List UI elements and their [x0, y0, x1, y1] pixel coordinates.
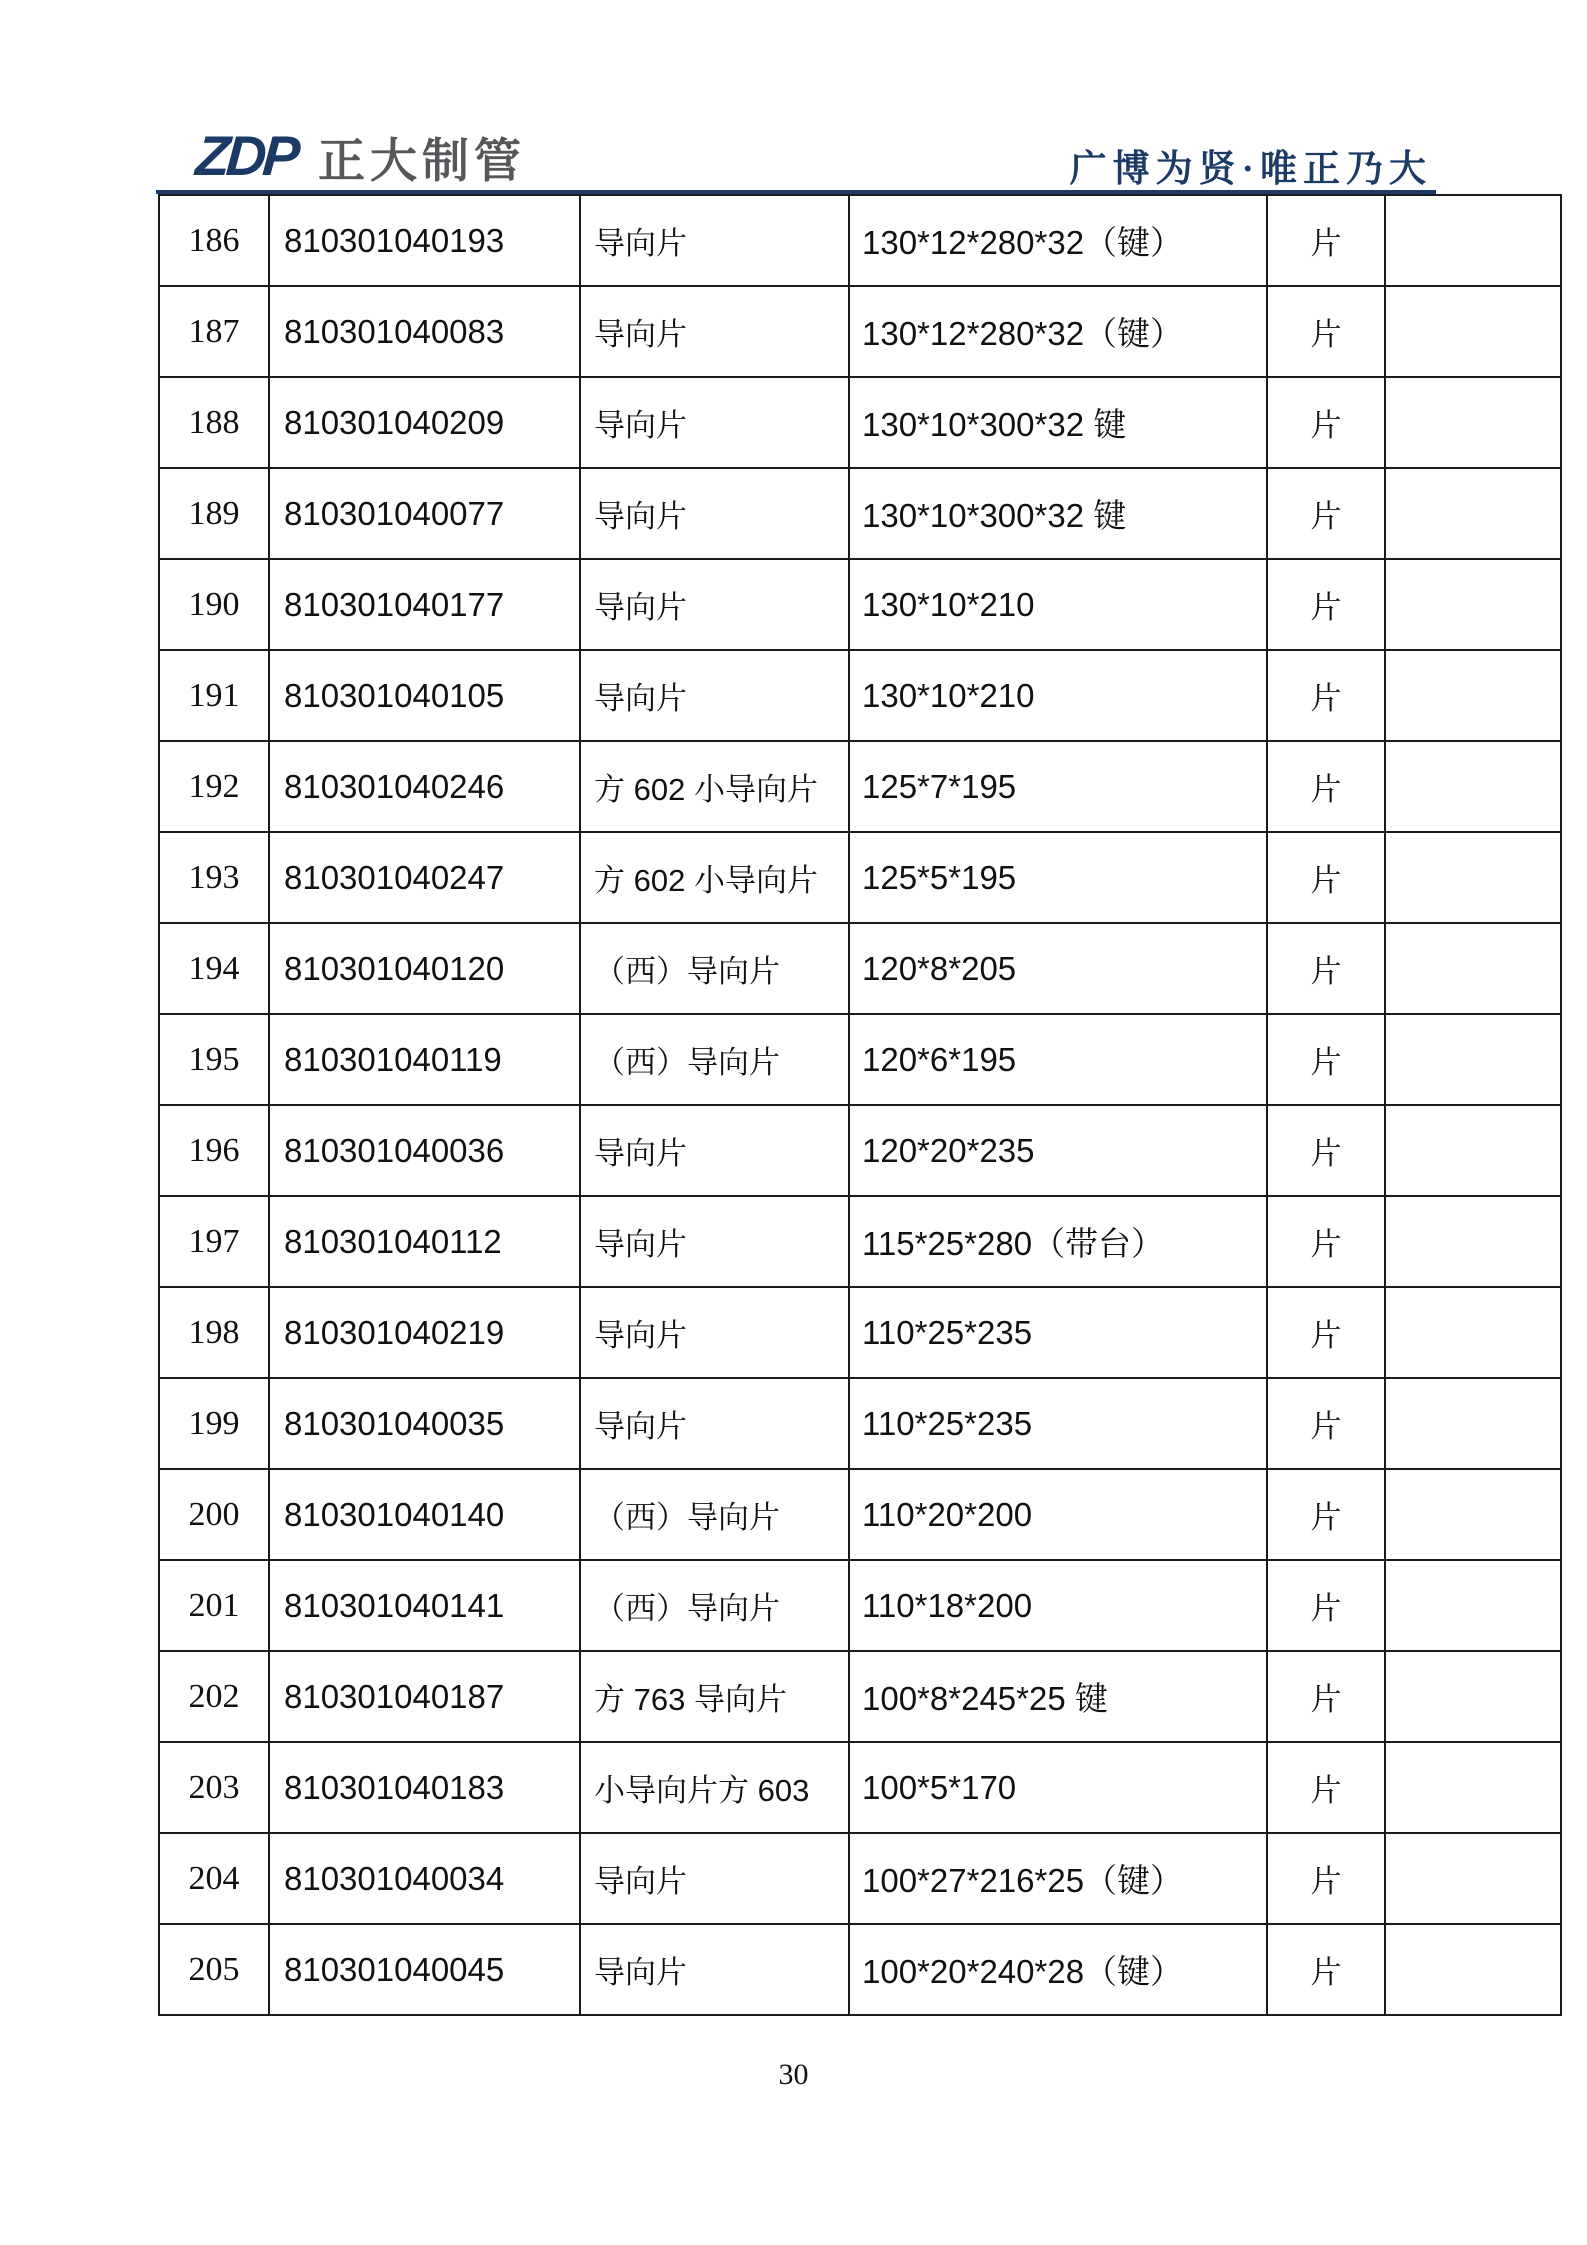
material-name-cell: 导向片	[580, 559, 849, 650]
row-number-cell: 201	[159, 1560, 269, 1651]
empty-cell	[1385, 741, 1561, 832]
unit-cell: 片	[1267, 923, 1385, 1014]
material-code-cell: 810301040034	[269, 1833, 580, 1924]
spec-cell: 125*7*195	[849, 741, 1267, 832]
spec-cell: 120*20*235	[849, 1105, 1267, 1196]
unit-cell: 片	[1267, 1651, 1385, 1742]
empty-cell	[1385, 923, 1561, 1014]
material-name-cell: 导向片	[580, 650, 849, 741]
company-logo	[193, 124, 526, 187]
empty-cell	[1385, 377, 1561, 468]
table-row	[159, 1105, 1561, 1196]
spec-cell: 120*8*205	[849, 923, 1267, 1014]
material-code-cell: 810301040036	[269, 1105, 580, 1196]
spec-cell: 100*27*216*25（键）	[849, 1833, 1267, 1924]
spec-cell: 130*10*210	[849, 650, 1267, 741]
material-code-cell: 810301040077	[269, 468, 580, 559]
material-code-cell: 810301040246	[269, 741, 580, 832]
table-row	[159, 923, 1561, 1014]
spec-cell: 100*5*170	[849, 1742, 1267, 1833]
spec-cell: 120*6*195	[849, 1014, 1267, 1105]
unit-cell: 片	[1267, 559, 1385, 650]
empty-cell	[1385, 832, 1561, 923]
unit-cell: 片	[1267, 1560, 1385, 1651]
material-code-cell: 810301040141	[269, 1560, 580, 1651]
material-name-cell: 导向片	[580, 1378, 849, 1469]
page-number: 30	[778, 2058, 809, 2091]
material-code-cell: 810301040120	[269, 923, 580, 1014]
table-row	[159, 1378, 1561, 1469]
unit-cell: 片	[1267, 1742, 1385, 1833]
table-row	[159, 1833, 1561, 1924]
material-code-cell: 810301040219	[269, 1287, 580, 1378]
table-row	[159, 650, 1561, 741]
material-code-cell: 810301040183	[269, 1742, 580, 1833]
table-row	[159, 1014, 1561, 1105]
unit-cell: 片	[1267, 377, 1385, 468]
material-code-cell: 810301040247	[269, 832, 580, 923]
unit-cell: 片	[1267, 1196, 1385, 1287]
row-number-cell: 202	[159, 1651, 269, 1742]
spec-cell: 100*8*245*25 键	[849, 1651, 1267, 1742]
spec-cell: 115*25*280（带台）	[849, 1196, 1267, 1287]
row-number-cell: 187	[159, 286, 269, 377]
material-name-cell: 导向片	[580, 1287, 849, 1378]
row-number-cell: 199	[159, 1378, 269, 1469]
material-code-cell: 810301040140	[269, 1469, 580, 1560]
table-row	[159, 741, 1561, 832]
table-row	[159, 1651, 1561, 1742]
row-number-cell: 203	[159, 1742, 269, 1833]
row-number-cell: 197	[159, 1196, 269, 1287]
spec-cell: 110*25*235	[849, 1378, 1267, 1469]
unit-cell: 片	[1267, 1014, 1385, 1105]
empty-cell	[1385, 1196, 1561, 1287]
spec-cell: 130*12*280*32（键）	[849, 195, 1267, 286]
spec-cell: 130*10*300*32 键	[849, 377, 1267, 468]
material-name-cell: 导向片	[580, 1105, 849, 1196]
spec-cell: 130*10*210	[849, 559, 1267, 650]
material-code-cell: 810301040035	[269, 1378, 580, 1469]
parts-table	[158, 194, 1562, 2016]
row-number-cell: 186	[159, 195, 269, 286]
row-number-cell: 196	[159, 1105, 269, 1196]
material-name-cell: （西）导向片	[580, 1469, 849, 1560]
row-number-cell: 188	[159, 377, 269, 468]
material-code-cell: 810301040193	[269, 195, 580, 286]
unit-cell: 片	[1267, 1287, 1385, 1378]
row-number-cell: 204	[159, 1833, 269, 1924]
row-number-cell: 190	[159, 559, 269, 650]
table-row	[159, 1287, 1561, 1378]
material-name-cell: 导向片	[580, 1924, 849, 2015]
empty-cell	[1385, 1742, 1561, 1833]
spec-cell: 110*25*235	[849, 1287, 1267, 1378]
material-name-cell: （西）导向片	[580, 1014, 849, 1105]
table-row	[159, 1196, 1561, 1287]
logo-company-name: 正大制管	[318, 134, 526, 187]
empty-cell	[1385, 1378, 1561, 1469]
row-number-cell: 195	[159, 1014, 269, 1105]
material-code-cell: 810301040083	[269, 286, 580, 377]
unit-cell: 片	[1267, 1105, 1385, 1196]
material-code-cell: 810301040112	[269, 1196, 580, 1287]
material-name-cell: （西）导向片	[580, 1560, 849, 1651]
material-name-cell: 方 763 导向片	[580, 1651, 849, 1742]
empty-cell	[1385, 286, 1561, 377]
row-number-cell: 200	[159, 1469, 269, 1560]
material-code-cell: 810301040105	[269, 650, 580, 741]
empty-cell	[1385, 559, 1561, 650]
unit-cell: 片	[1267, 650, 1385, 741]
logo-zdp-text: ZDP	[193, 124, 299, 187]
material-name-cell: 方 602 小导向片	[580, 741, 849, 832]
table-row	[159, 1560, 1561, 1651]
table-row	[159, 1924, 1561, 2015]
material-name-cell: 导向片	[580, 286, 849, 377]
empty-cell	[1385, 1833, 1561, 1924]
row-number-cell: 191	[159, 650, 269, 741]
empty-cell	[1385, 1651, 1561, 1742]
row-number-cell: 205	[159, 1924, 269, 2015]
row-number-cell: 198	[159, 1287, 269, 1378]
unit-cell: 片	[1267, 1924, 1385, 2015]
material-name-cell: 导向片	[580, 377, 849, 468]
spec-cell: 130*10*300*32 键	[849, 468, 1267, 559]
material-name-cell: 小导向片方 603	[580, 1742, 849, 1833]
unit-cell: 片	[1267, 195, 1385, 286]
material-name-cell: （西）导向片	[580, 923, 849, 1014]
unit-cell: 片	[1267, 1833, 1385, 1924]
empty-cell	[1385, 1924, 1561, 2015]
empty-cell	[1385, 195, 1561, 286]
row-number-cell: 192	[159, 741, 269, 832]
table-row	[159, 286, 1561, 377]
empty-cell	[1385, 650, 1561, 741]
material-code-cell: 810301040177	[269, 559, 580, 650]
unit-cell: 片	[1267, 1469, 1385, 1560]
spec-cell: 125*5*195	[849, 832, 1267, 923]
material-code-cell: 810301040187	[269, 1651, 580, 1742]
table-row	[159, 832, 1561, 923]
empty-cell	[1385, 468, 1561, 559]
material-name-cell: 导向片	[580, 468, 849, 559]
table-row	[159, 468, 1561, 559]
material-code-cell: 810301040209	[269, 377, 580, 468]
spec-cell: 110*20*200	[849, 1469, 1267, 1560]
row-number-cell: 194	[159, 923, 269, 1014]
material-name-cell: 导向片	[580, 1833, 849, 1924]
material-code-cell: 810301040045	[269, 1924, 580, 2015]
material-code-cell: 810301040119	[269, 1014, 580, 1105]
spec-cell: 100*20*240*28（键）	[849, 1924, 1267, 2015]
unit-cell: 片	[1267, 468, 1385, 559]
parts-table-body	[159, 195, 1561, 2015]
empty-cell	[1385, 1105, 1561, 1196]
row-number-cell: 189	[159, 468, 269, 559]
table-row	[159, 1469, 1561, 1560]
material-name-cell: 导向片	[580, 195, 849, 286]
empty-cell	[1385, 1469, 1561, 1560]
table-row	[159, 195, 1561, 286]
unit-cell: 片	[1267, 741, 1385, 832]
table-row	[159, 377, 1561, 468]
spec-cell: 110*18*200	[849, 1560, 1267, 1651]
unit-cell: 片	[1267, 832, 1385, 923]
unit-cell: 片	[1267, 286, 1385, 377]
unit-cell: 片	[1267, 1378, 1385, 1469]
empty-cell	[1385, 1287, 1561, 1378]
row-number-cell: 193	[159, 832, 269, 923]
material-name-cell: 导向片	[580, 1196, 849, 1287]
empty-cell	[1385, 1560, 1561, 1651]
material-name-cell: 方 602 小导向片	[580, 832, 849, 923]
empty-cell	[1385, 1014, 1561, 1105]
spec-cell: 130*12*280*32（键）	[849, 286, 1267, 377]
table-row	[159, 559, 1561, 650]
header-slogan: 广博为贤·唯正乃大	[1069, 149, 1432, 190]
table-row	[159, 1742, 1561, 1833]
